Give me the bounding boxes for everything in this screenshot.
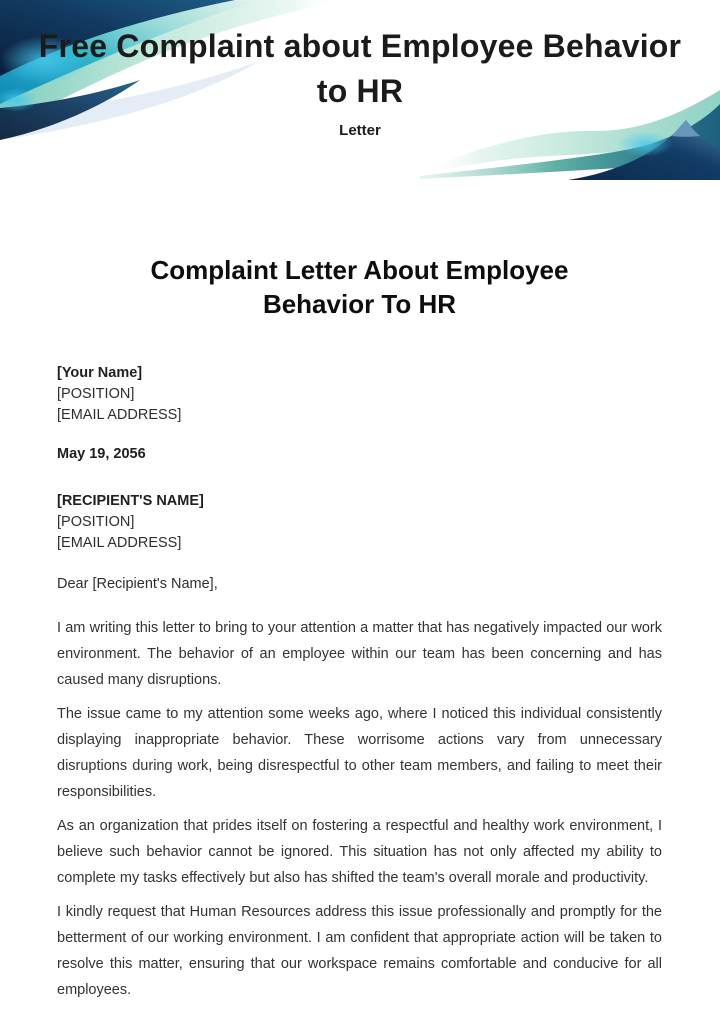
recipient-name: [RECIPIENT'S NAME] (57, 493, 204, 509)
body-paragraph-3: As an organization that prides itself on fostering a respectful and healthy work environment, I believe such behavior cannot be ignored. This situation has not only affected my ability to complete my tasks effectively but also has shifted the team's overall morale and productivity. (57, 818, 662, 886)
sender-block (57, 363, 662, 426)
header (0, 0, 720, 185)
sender-name: [Your Name] (57, 365, 143, 381)
body-paragraph-4: I kindly request that Human Resources address this issue professionally and promptly for the betterment of our working environment. I am confident that appropriate action will be taken to resolve this matter, ensuring that our workspace remains comfortable and conducive for all employees. (57, 904, 662, 998)
letter-document (57, 185, 662, 1003)
sender-email: [EMAIL ADDRESS] (57, 407, 182, 423)
page-subtitle: Letter (339, 122, 381, 139)
letter-date: May 19, 2056 (57, 446, 146, 462)
recipient-position: [POSITION] (57, 514, 135, 530)
body-paragraph-2: The issue came to my attention some weeks ago, where I noticed this individual consistently displaying inappropriate behavior. These worrisome actions vary from unnecessary disruptions during work, being disrespectful to other team members, and failing to meet their responsibilities. (57, 706, 662, 800)
sender-position: [POSITION] (57, 386, 135, 402)
body-paragraph-1: I am writing this letter to bring to your attention a matter that has negatively impacted our work environment. The behavior of an employee within our team has been concerning and has caused many disruptions. (57, 620, 662, 688)
recipient-email: [EMAIL ADDRESS] (57, 535, 182, 551)
page-title: Free Complaint about Employee Behavior to HR (38, 28, 682, 109)
salutation: Dear [Recipient's Name], (57, 576, 218, 592)
letter-heading: Complaint Letter About Employee Behavior To HR (150, 255, 569, 319)
recipient-block (57, 491, 662, 554)
